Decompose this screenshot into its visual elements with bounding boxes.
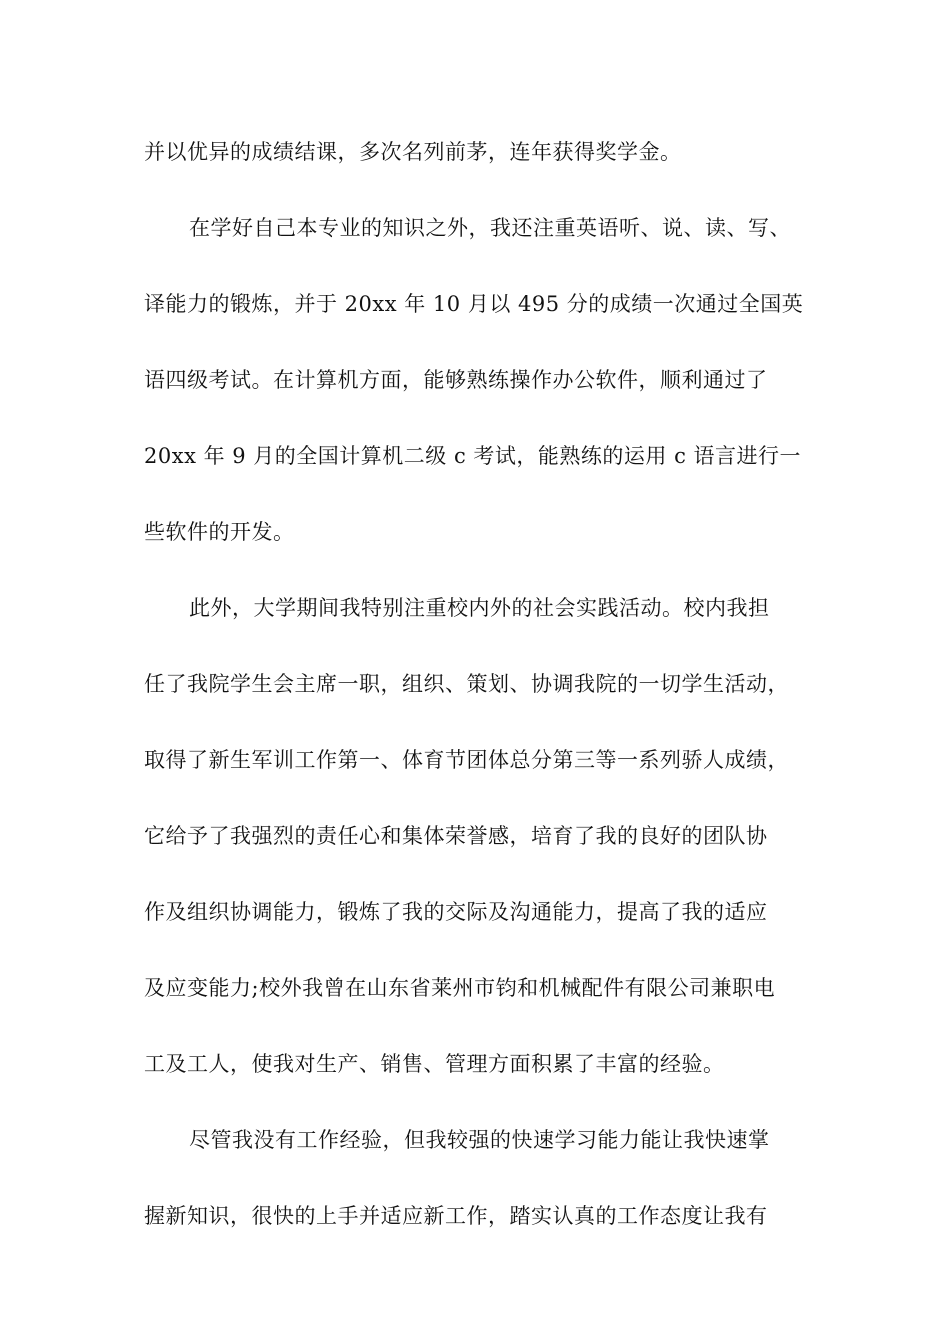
text-line: 语四级考试。在计算机方面，能够熟练操作办公软件，顺利通过了 (144, 368, 768, 392)
text-line: 作及组织协调能力，锻炼了我的交际及沟通能力，提高了我的适应 (144, 900, 768, 924)
paragraph-first-line: 在学好自己本专业的知识之外，我还注重英语听、说、读、写、 (189, 216, 791, 240)
text-line: 取得了新生军训工作第一、体育节团体总分第三等一系列骄人成绩， (144, 748, 789, 772)
text-line: 译能力的锻炼，并于 20xx 年 10 月以 495 分的成绩一次通过全国英 (144, 292, 804, 316)
text-line: 并以优异的成绩结课，多次名列前茅，连年获得奖学金。 (144, 140, 682, 164)
text-line: 些软件的开发。 (144, 520, 295, 544)
paragraph-first-line: 尽管我没有工作经验，但我较强的快速学习能力能让我快速掌 (189, 1128, 770, 1152)
text-line: 及应变能力;校外我曾在山东省莱州市钧和机械配件有限公司兼职电 (144, 976, 776, 1000)
text-line: 工及工人，使我对生产、销售、管理方面积累了丰富的经验。 (144, 1052, 725, 1076)
text-line: 任了我院学生会主席一职，组织、策划、协调我院的一切学生活动， (144, 672, 789, 696)
text-line: 握新知识，很快的上手并适应新工作，踏实认真的工作态度让我有 (144, 1204, 768, 1228)
paragraph-first-line: 此外，大学期间我特别注重校内外的社会实践活动。校内我担 (189, 596, 770, 620)
text-line: 20xx 年 9 月的全国计算机二级 c 考试，能熟练的运用 c 语言进行一 (144, 444, 802, 468)
text-line: 它给予了我强烈的责任心和集体荣誉感，培育了我的良好的团队协 (144, 824, 768, 848)
